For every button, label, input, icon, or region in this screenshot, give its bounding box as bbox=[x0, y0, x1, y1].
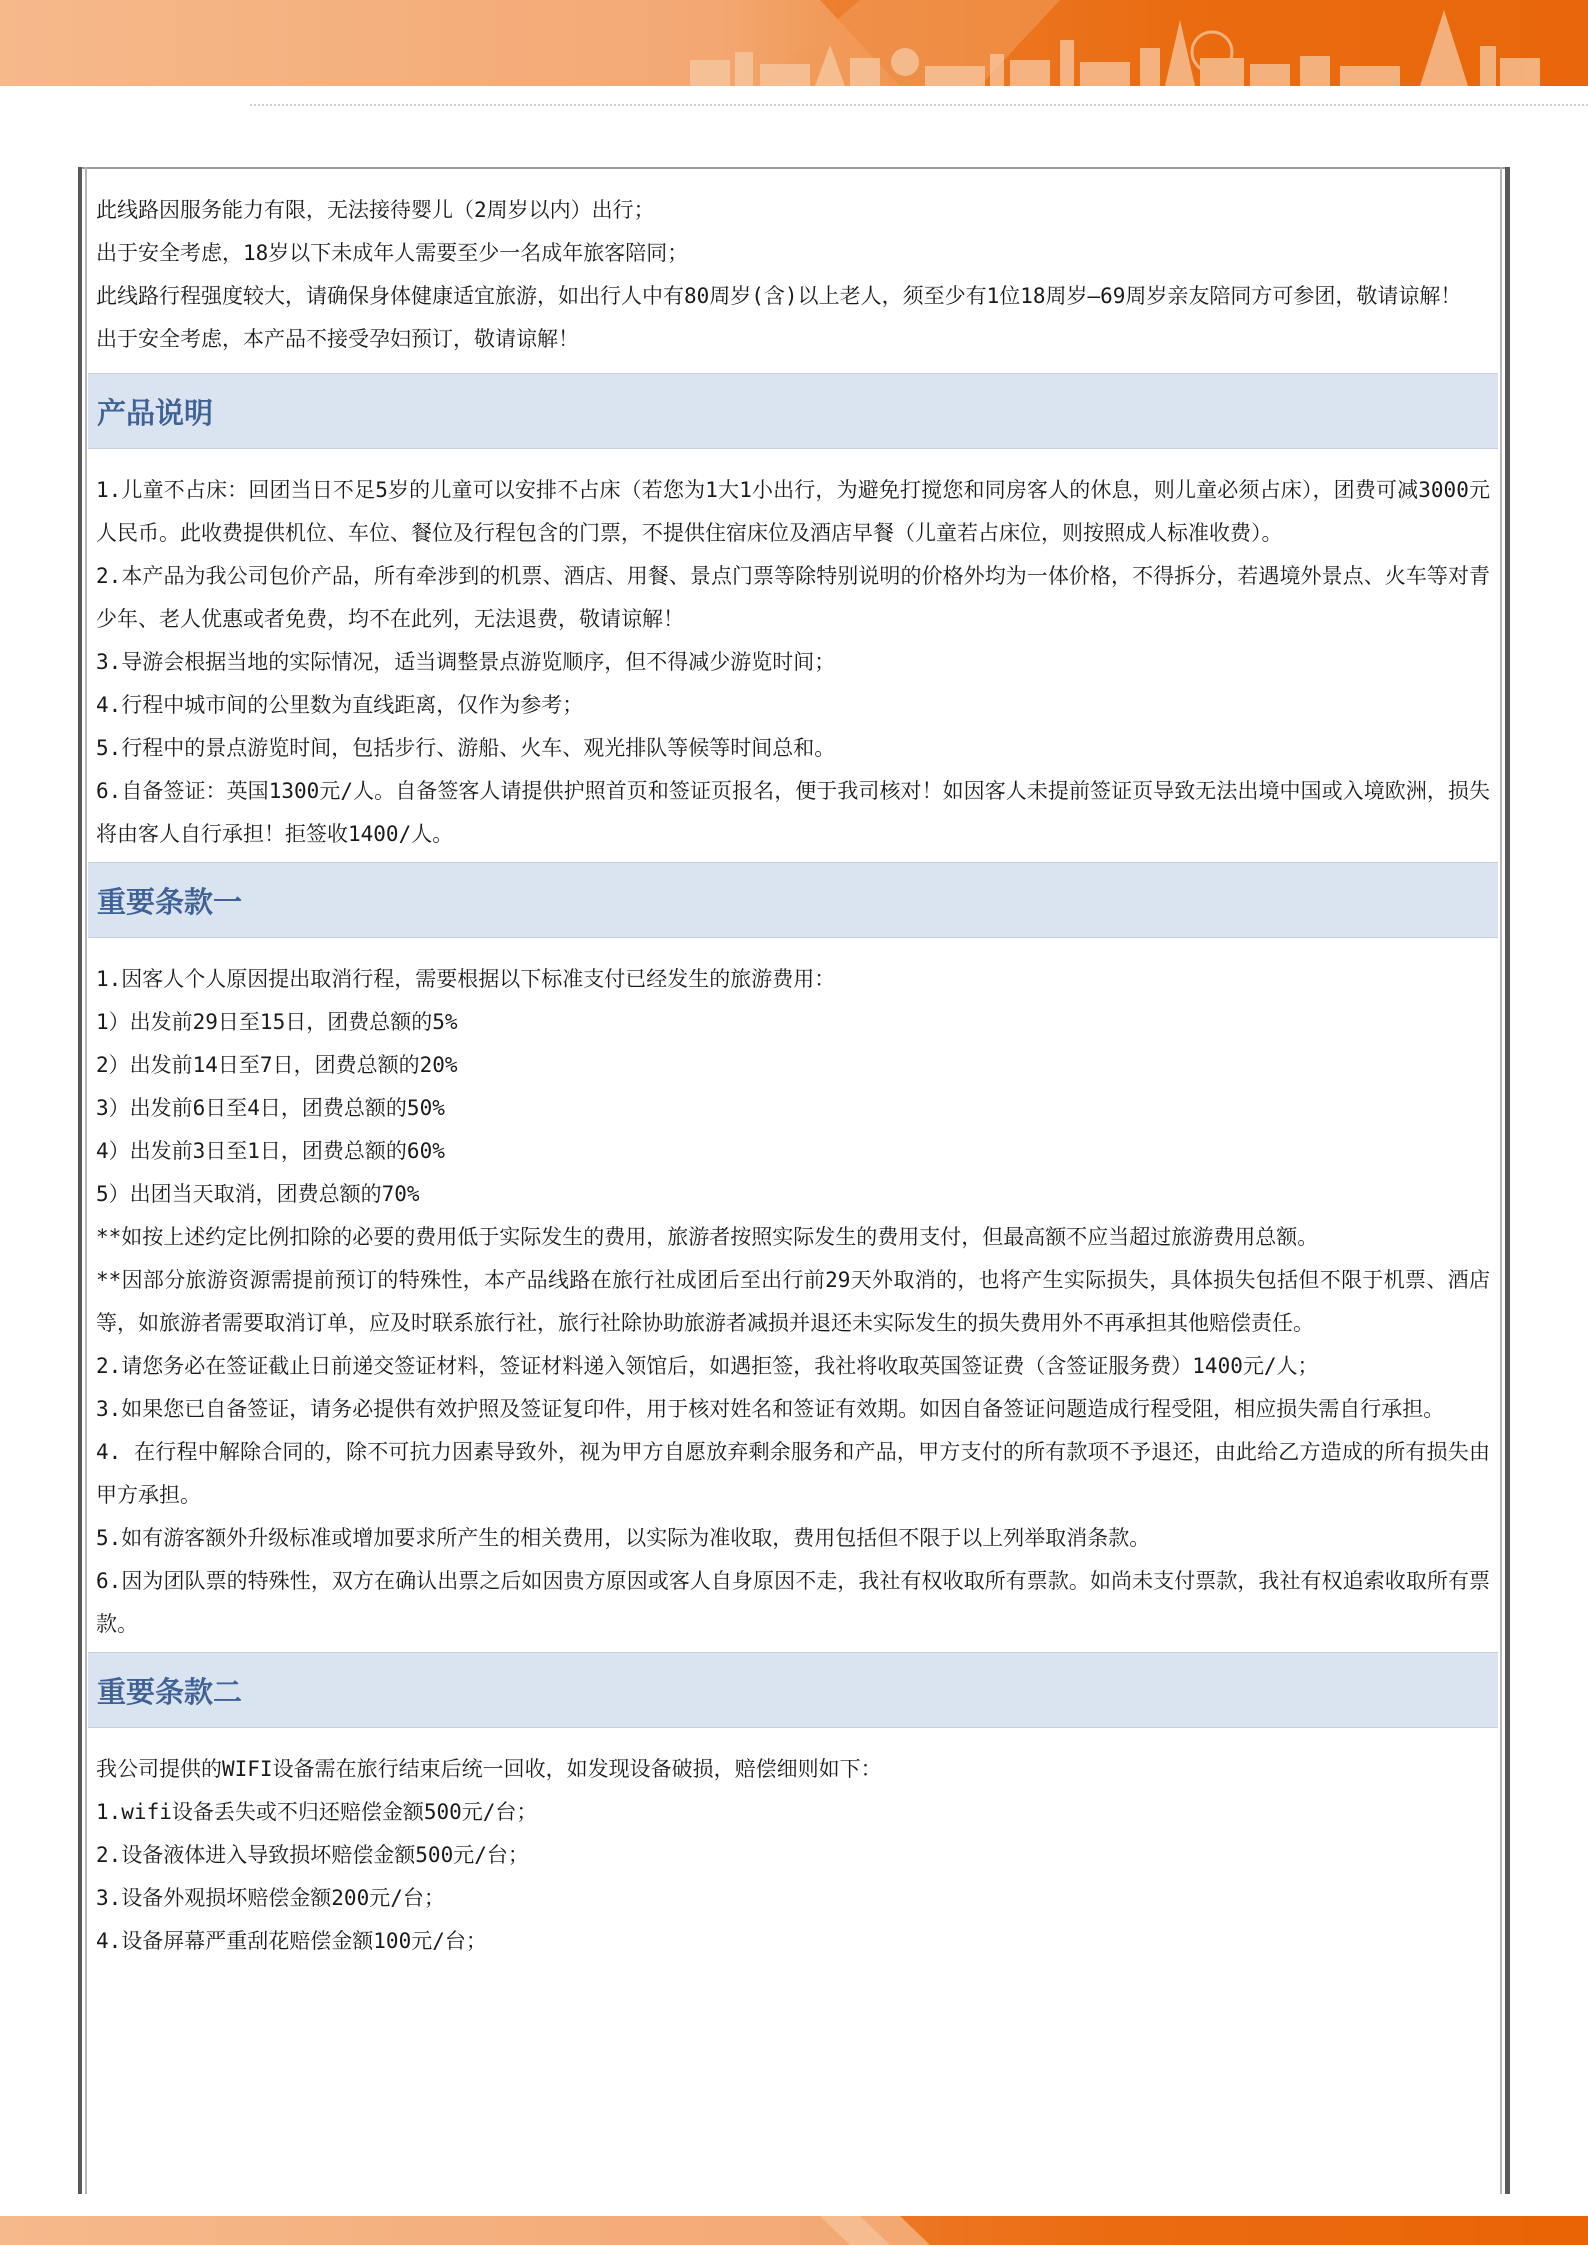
clause-line: 6.因为团队票的特殊性，双方在确认出票之后如因贵方原因或客人自身原因不走，我社有权收取所有票款。如尚未支付票款，我社有权追索收取所有票款。 bbox=[96, 1569, 1490, 1636]
frame-border-left-inner bbox=[85, 167, 87, 2194]
intro-notes bbox=[88, 168, 1498, 373]
section-title: 重要条款一 bbox=[97, 884, 243, 919]
clause-line: **因部分旅游资源需提前预订的特殊性，本产品线路在旅行社成团后至出行前29天外取消的，也将产生实际损失，具体损失包括但不限于机票、酒店等，如旅游者需要取消订单，应及时联系旅行社，旅行社除协助旅游者减损并退还未实际发生的损失费用外不再承担其他赔偿责任。 bbox=[96, 1268, 1490, 1335]
footer-band bbox=[0, 2216, 1588, 2245]
frame-border-right bbox=[1505, 167, 1510, 2194]
header-banner bbox=[0, 0, 1588, 86]
clause-line: 1）出发前29日至15日，团费总额的5% bbox=[96, 1010, 458, 1034]
clause-line: 3.导游会根据当地的实际情况，适当调整景点游览顺序，但不得减少游览时间； bbox=[96, 650, 836, 674]
section-header-terms-2 bbox=[88, 1652, 1498, 1728]
clause-line: **如按上述约定比例扣除的必要的费用低于实际发生的费用，旅游者按照实际发生的费用支付，但最高额不应当超过旅游费用总额。 bbox=[96, 1225, 1319, 1249]
clause-line: 1.儿童不占床：回团当日不足5岁的儿童可以安排不占床（若您为1大1小出行，为避免打搅您和同房客人的休息，则儿童必须占床），团费可减3000元人民币。此收费提供机位、车位、餐位及行程包含的门票，不提供住宿床位及酒店早餐（儿童若占床位，则按照成人标准收费）。 bbox=[96, 478, 1490, 545]
section-header-terms-1 bbox=[88, 862, 1498, 938]
clause-line: 4.设备屏幕严重刮花赔偿金额100元/台； bbox=[96, 1929, 487, 1953]
clause-line: 2.设备液体进入导致损坏赔偿金额500元/台； bbox=[96, 1843, 529, 1867]
frame-border-right-inner bbox=[1500, 167, 1502, 2194]
intro-line: 此线路行程强度较大，请确保身体健康适宜旅游，如出行人中有80周岁(含)以上老人，须至少有1位18周岁—69周岁亲友陪同方可参团，敬请谅解！ bbox=[96, 284, 1462, 308]
clause-line: 5.如有游客额外升级标准或增加要求所产生的相关费用，以实际为准收取，费用包括但不限于以上列举取消条款。 bbox=[96, 1526, 1151, 1550]
section-header-product bbox=[88, 373, 1498, 449]
intro-line: 出于安全考虑，本产品不接受孕妇预订，敬请谅解！ bbox=[96, 327, 579, 351]
section-title: 重要条款二 bbox=[97, 1674, 243, 1709]
clause-line: 3）出发前6日至4日，团费总额的50% bbox=[96, 1096, 445, 1120]
city-skyline-decoration bbox=[0, 0, 1588, 86]
document-content bbox=[88, 168, 1498, 1969]
clause-line: 5）出团当天取消，团费总额的70% bbox=[96, 1182, 420, 1206]
section-title: 产品说明 bbox=[97, 395, 214, 430]
clause-line: 4.行程中城市间的公里数为直线距离，仅作为参考； bbox=[96, 693, 584, 717]
section-body-terms-2 bbox=[88, 1728, 1498, 1969]
clause-line: 1.因客人个人原因提出取消行程，需要根据以下标准支付已经发生的旅游费用： bbox=[96, 967, 836, 991]
section-body-product bbox=[88, 449, 1498, 862]
clause-line: 4. 在行程中解除合同的，除不可抗力因素导致外，视为甲方自愿放弃剩余服务和产品，甲方支付的所有款项不予退还，由此给乙方造成的所有损失由甲方承担。 bbox=[96, 1440, 1490, 1507]
clause-line: 2.本产品为我公司包价产品，所有牵涉到的机票、酒店、用餐、景点门票等除特别说明的价格外均为一体价格，不得拆分，若遇境外景点、火车等对青少年、老人优惠或者免费，均不在此列，无法退费，敬请谅解！ bbox=[96, 564, 1490, 631]
clause-line: 2）出发前14日至7日，团费总额的20% bbox=[96, 1053, 458, 1077]
clause-line: 我公司提供的WIFI设备需在旅行结束后统一回收，如发现设备破损，赔偿细则如下： bbox=[96, 1757, 882, 1781]
clause-line: 4）出发前3日至1日，团费总额的60% bbox=[96, 1139, 445, 1163]
clause-line: 1.wifi设备丢失或不归还赔偿金额500元/台； bbox=[96, 1800, 538, 1824]
frame-border-left bbox=[78, 167, 82, 2194]
clause-line: 6.自备签证：英国1300元/人。自备签客人请提供护照首页和签证页报名，便于我司核对！如因客人未提前签证页导致无法出境中国或入境欧洲，损失将由客人自行承担！拒签收1400/人。 bbox=[96, 779, 1490, 846]
section-body-terms-1 bbox=[88, 938, 1498, 1652]
footer-stripe-decoration bbox=[0, 2216, 1588, 2245]
intro-line: 出于安全考虑，18岁以下未成年人需要至少一名成年旅客陪同； bbox=[96, 241, 689, 265]
clause-line: 2.请您务必在签证截止日前递交签证材料，签证材料递入领馆后，如遇拒签，我社将收取英国签证费（含签证服务费）1400元/人； bbox=[96, 1354, 1319, 1378]
clause-line: 3.如果您已自备签证，请务必提供有效护照及签证复印件，用于核对姓名和签证有效期。如因自备签证问题造成行程受阻，相应损失需自行承担。 bbox=[96, 1397, 1445, 1421]
clause-line: 3.设备外观损坏赔偿金额200元/台； bbox=[96, 1886, 445, 1910]
intro-line: 此线路因服务能力有限，无法接待婴儿（2周岁以内）出行； bbox=[96, 198, 655, 222]
header-divider bbox=[250, 104, 1588, 106]
clause-line: 5.行程中的景点游览时间，包括步行、游船、火车、观光排队等候等时间总和。 bbox=[96, 736, 836, 760]
